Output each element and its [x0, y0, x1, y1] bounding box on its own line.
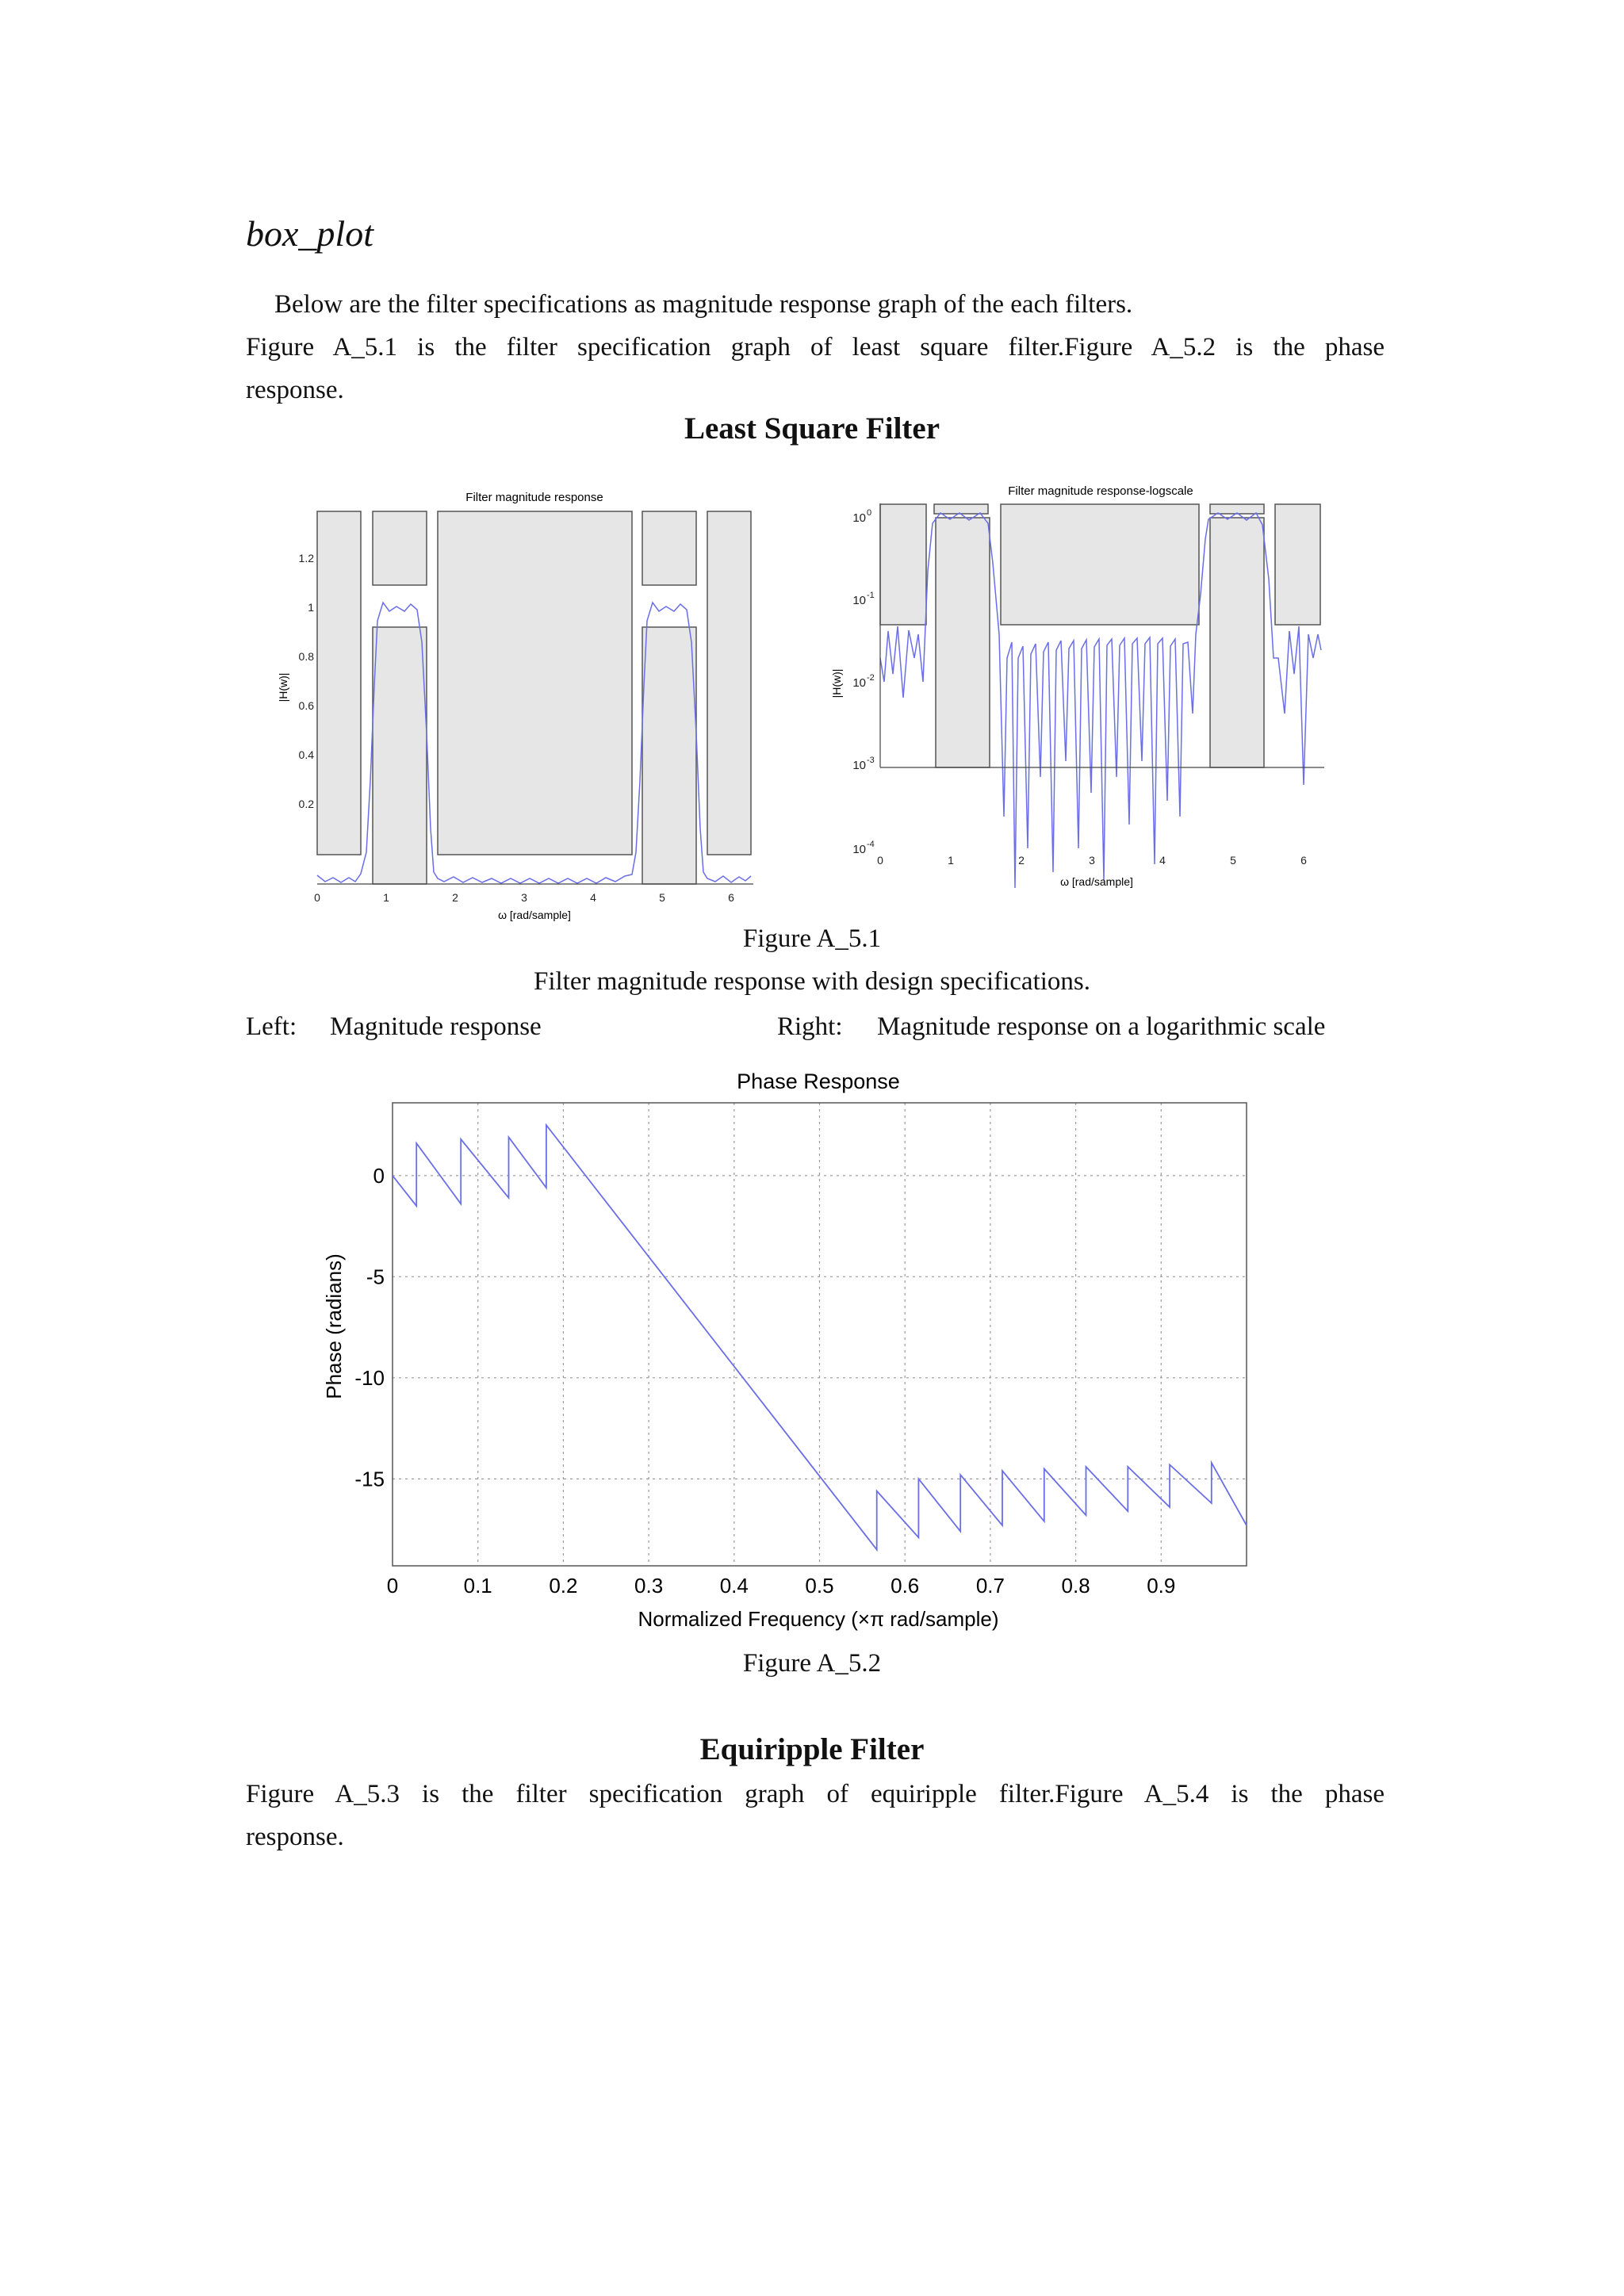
series-group	[393, 1125, 1247, 1550]
y-tick-label: 0	[373, 1163, 385, 1188]
passband-upper-box	[642, 511, 696, 585]
xtick: 5	[659, 891, 665, 904]
right-ylabel: |H(w)|	[830, 668, 843, 698]
x-tick-labels	[387, 1574, 1176, 1598]
figure-a5-1-caption: Figure A_5.1	[742, 924, 882, 953]
ytick: 0.2	[298, 798, 314, 810]
ytick: 0.6	[298, 699, 314, 712]
stopband-box	[317, 511, 361, 855]
least-square-heading: Least Square Filter	[684, 411, 940, 446]
ytick-exponent: -3	[867, 756, 875, 765]
series-line-phase	[393, 1125, 1247, 1550]
x-tick-label: 0.7	[975, 1574, 1005, 1598]
ytick-log: 10	[852, 676, 866, 690]
xtick: 0	[314, 891, 320, 904]
xtick: 5	[1230, 854, 1236, 867]
ytick: 1.2	[298, 552, 314, 564]
passband-lower-box	[936, 518, 990, 767]
x-tick-label: 0.3	[634, 1574, 664, 1598]
stopband-box	[1001, 504, 1199, 625]
ytick-exponent: -2	[867, 673, 875, 683]
right-label: Right:	[777, 1012, 843, 1041]
magnitude-response-plot	[270, 480, 761, 921]
right-description: Magnitude response on a logarithmic scale	[877, 1012, 1326, 1041]
left-label: Left:	[246, 1012, 297, 1041]
right-plot-title: Filter magnitude response-logscale	[1008, 484, 1193, 498]
x-tick-label: 0.8	[1061, 1574, 1090, 1598]
left-ylabel: |H(w)|	[277, 672, 289, 702]
xtick: 3	[521, 891, 527, 904]
passband-upper-box	[373, 511, 427, 585]
xtick: 4	[1159, 854, 1166, 867]
xtick: 6	[728, 891, 734, 904]
figure-a5-1-description: Filter magnitude response with design specifications.	[533, 967, 1091, 996]
equiripple-line-1: Figure A_5.3 is the filter specification graph of equiripple filter.Figure A_5.4 is the phase	[246, 1780, 1385, 1808]
x-tick-label: 0.9	[1147, 1574, 1176, 1598]
xtick: 6	[1300, 854, 1307, 867]
ytick-log: 10	[852, 843, 866, 856]
phase-response-chart	[301, 1058, 1277, 1641]
intro-line-3: response.	[246, 376, 344, 404]
xtick: 1	[383, 891, 389, 904]
x-axis-label: Normalized Frequency (×π rad/sample)	[638, 1607, 999, 1631]
y-tick-label: -10	[354, 1365, 385, 1390]
chart-title: Phase Response	[737, 1070, 900, 1093]
left-plot-title: Filter magnitude response	[465, 491, 603, 504]
intro-line-2: Figure A_5.1 is the filter specification graph of least square filter.Figure A_5.2 is the phase	[246, 333, 1385, 362]
xtick: 4	[590, 891, 596, 904]
passband-lower-box	[642, 627, 696, 884]
equiripple-heading: Equiripple Filter	[699, 1732, 925, 1766]
stopband-box	[1275, 504, 1320, 625]
figure-a5-2-caption: Figure A_5.2	[742, 1649, 882, 1678]
right-xlabel: ω [rad/sample]	[1060, 875, 1133, 888]
x-tick-label: 0.4	[719, 1574, 749, 1598]
ytick-log: 10	[852, 759, 866, 772]
ytick: 0.8	[298, 650, 314, 663]
xtick: 1	[948, 854, 954, 867]
xtick: 2	[1018, 854, 1025, 867]
ytick-exponent: -4	[867, 840, 875, 849]
intro-line-1: Below are the filter specifications as magnitude response graph of the each filters.	[274, 290, 1133, 319]
y-tick-label: -15	[354, 1467, 385, 1491]
xtick: 3	[1089, 854, 1095, 867]
passband-lower-box	[1210, 518, 1264, 767]
x-tick-label: 0.1	[463, 1574, 492, 1598]
ytick-exponent: -1	[867, 591, 875, 600]
magnitude-response-logscale-plot	[825, 476, 1332, 900]
equiripple-line-2: response.	[246, 1823, 344, 1851]
y-axis-label: Phase (radians)	[322, 1253, 346, 1399]
xtick: 2	[452, 891, 458, 904]
y-tick-label: -5	[366, 1265, 385, 1289]
ytick-log: 10	[852, 594, 866, 607]
passband-lower-box	[373, 627, 427, 884]
stopband-box	[880, 504, 926, 625]
section-title: box_plot	[246, 213, 373, 254]
ytick-log: 10	[852, 511, 866, 525]
ytick: 1	[308, 601, 314, 614]
ytick: 0.4	[298, 748, 314, 761]
ytick-exponent: 0	[867, 508, 872, 518]
stopband-box	[707, 511, 751, 855]
spec-boxes-left	[317, 511, 751, 884]
x-tick-label: 0.2	[549, 1574, 578, 1598]
y-tick-labels	[354, 1164, 385, 1491]
grid	[393, 1103, 1247, 1566]
passband-upper-box	[934, 504, 988, 514]
left-xlabel: ω [rad/sample]	[498, 909, 571, 921]
left-description: Magnitude response	[330, 1012, 542, 1041]
x-tick-label: 0.6	[891, 1574, 920, 1598]
stopband-box	[438, 511, 632, 855]
x-tick-label: 0	[386, 1574, 399, 1598]
x-tick-label: 0.5	[805, 1574, 834, 1598]
xtick: 0	[877, 854, 883, 867]
